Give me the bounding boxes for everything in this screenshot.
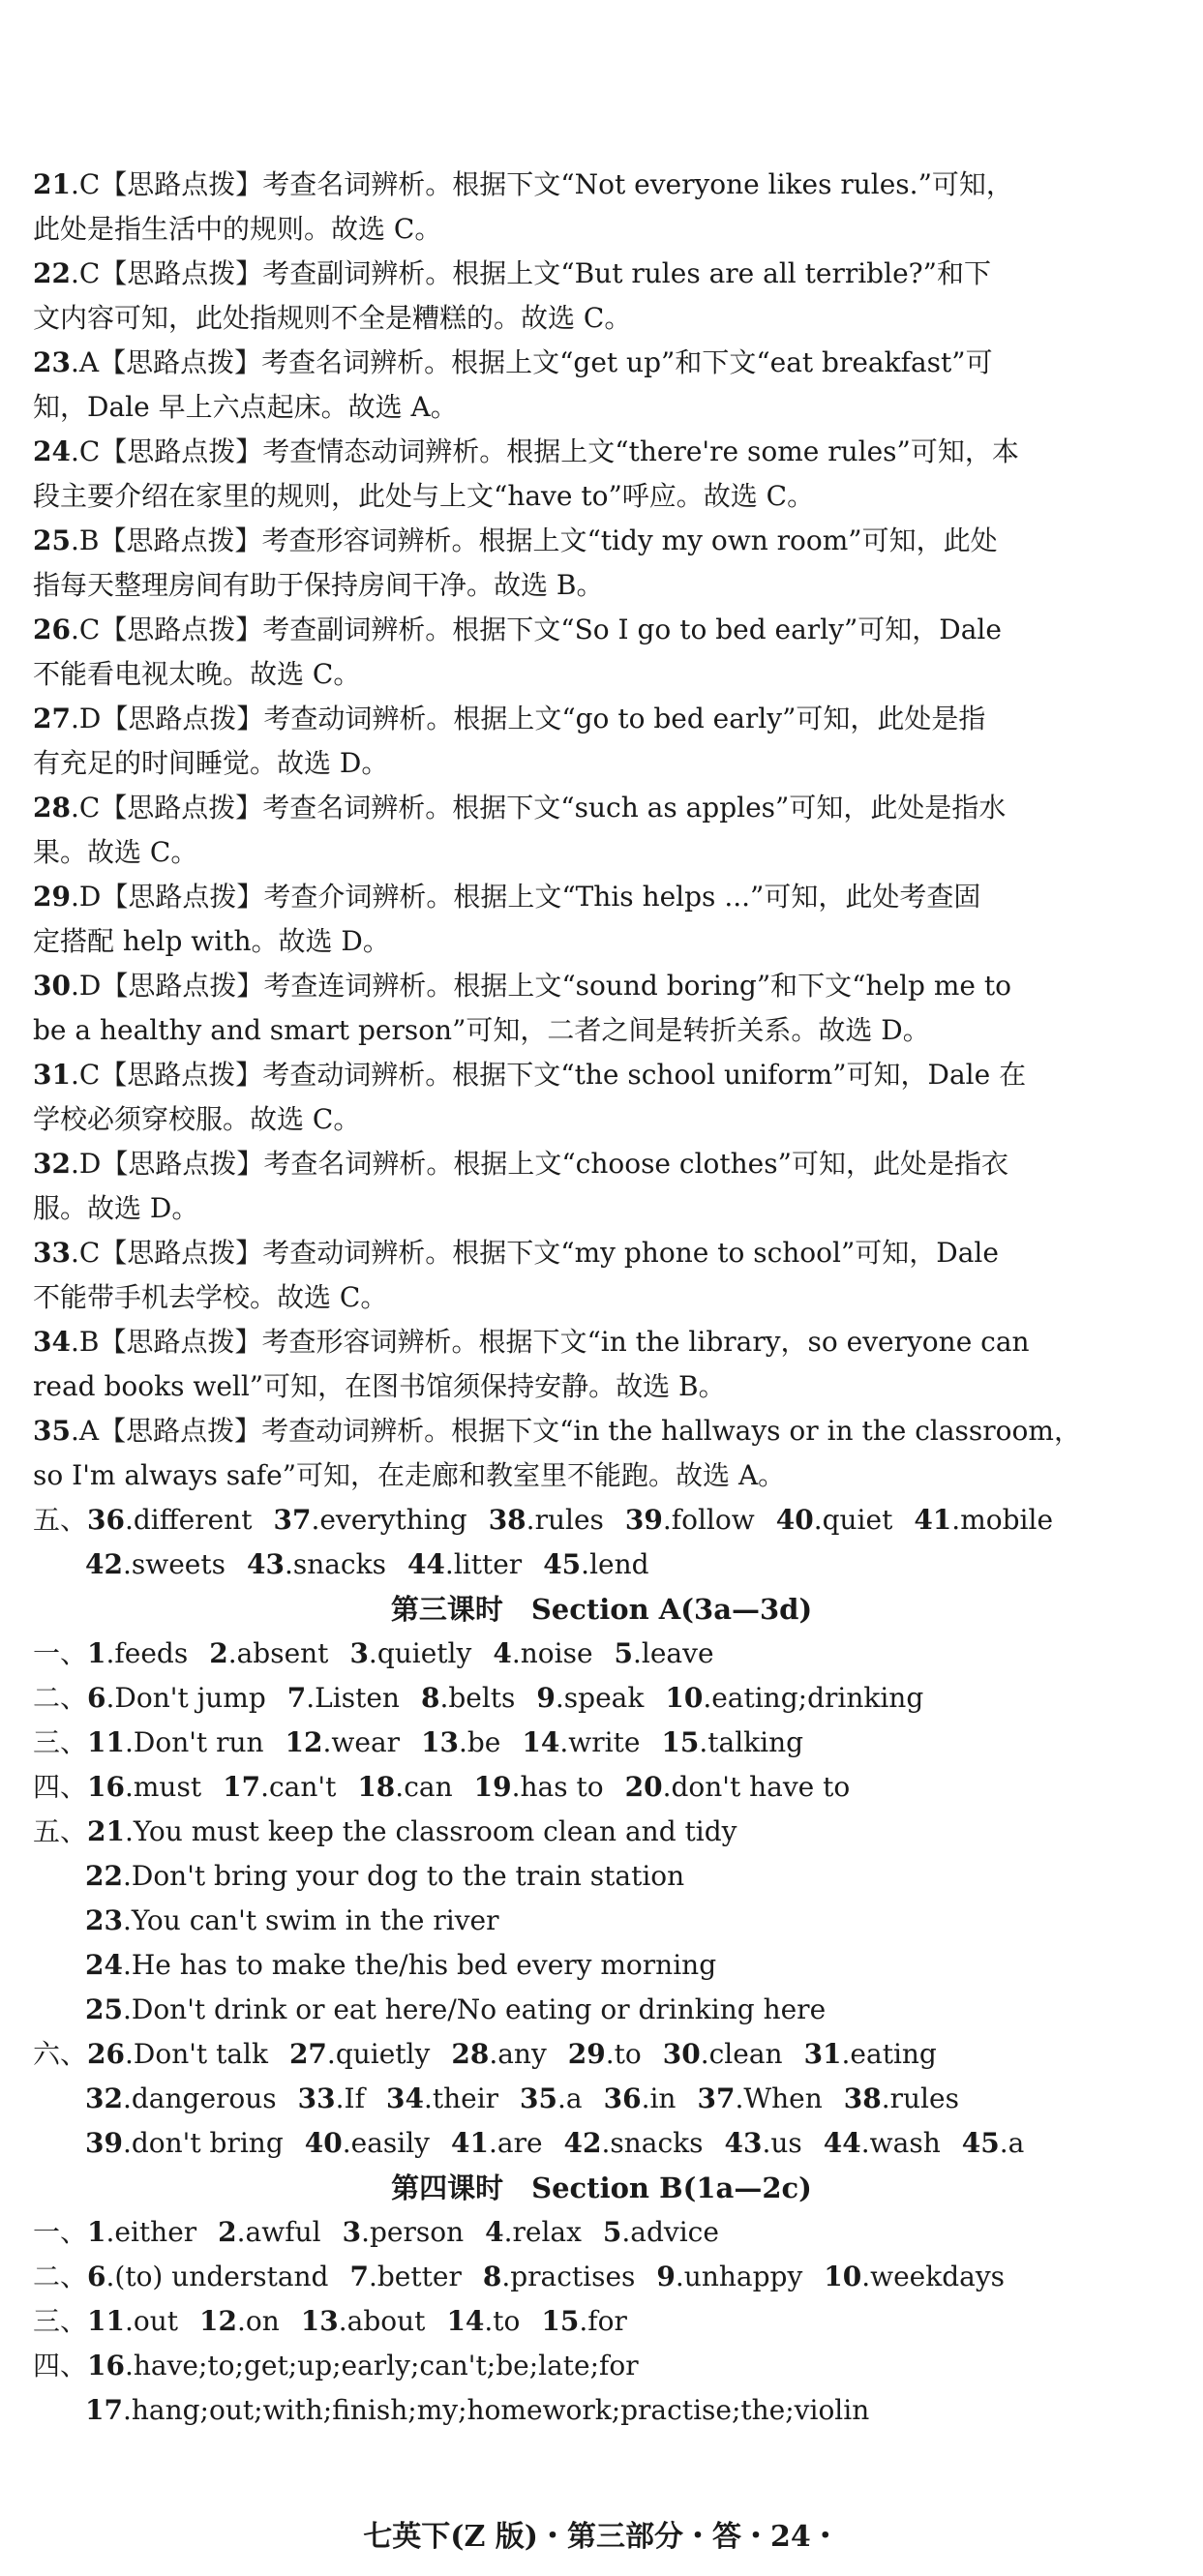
item-number: 42 — [85, 1548, 123, 1580]
answer-row — [33, 1721, 1203, 1765]
item-answer: .Don't bring your dog to the train station — [122, 1860, 685, 1892]
item-answer: .speak — [555, 1682, 645, 1714]
answer-item — [33, 1409, 1203, 1498]
answer-item — [33, 1320, 1203, 1409]
item-answer: .He has to make the/his bed every morning — [122, 1949, 717, 1981]
answer-line — [33, 964, 1203, 1008]
item-answer: .weekdays — [861, 2261, 1006, 2292]
item-number: 29 — [567, 2038, 606, 2070]
item-answer: .feeds — [105, 1637, 189, 1669]
item-number: 9 — [656, 2261, 676, 2292]
item-answer: .talking — [699, 1726, 804, 1758]
answer-row — [33, 1943, 1203, 1988]
item-number: 28 — [451, 2038, 490, 2070]
item-answer: .A【思路点拨】考查名词辨析。根据上文“get up”和下文“eat breakfast”可 — [70, 346, 993, 378]
answer-continuation: be a healthy and smart person”可知，二者之间是转折关系。故选 D。 — [33, 1014, 930, 1046]
item-answer: .unhappy — [675, 2261, 803, 2292]
item-answer: .eating — [841, 2038, 937, 2070]
item-number: 26 — [33, 614, 71, 645]
item-number: 6 — [87, 2261, 106, 2292]
item-answer: .B【思路点拨】考查形容词辨析。根据上文“tidy my own room”可知，此处 — [70, 524, 998, 556]
item-answer: .Don't jump — [105, 1682, 266, 1714]
item-answer: .C【思路点拨】考查动词辨析。根据下文“my phone to school”可知，Dale — [70, 1237, 999, 1269]
answer-item — [33, 163, 1203, 252]
answer-line — [33, 875, 1203, 919]
item-answer: .follow — [662, 1504, 755, 1536]
item-number: 44 — [406, 1548, 445, 1580]
answer-line — [33, 697, 1203, 741]
item-number: 12 — [199, 2305, 237, 2337]
item-number: 30 — [662, 2038, 701, 2070]
item-number: 41 — [451, 2127, 489, 2159]
answer-continuation: 指每天整理房间有助于保持房间干净。故选 B。 — [33, 569, 604, 601]
item-answer: .lend — [581, 1548, 649, 1580]
item-answer: .have;to;get;up;early;can't;be;late;for — [124, 2350, 639, 2381]
item-number: 43 — [246, 1548, 285, 1580]
item-answer: .everything — [311, 1504, 467, 1536]
item-number: 1 — [87, 2216, 106, 2248]
item-answer: .Don't talk — [124, 2038, 268, 2070]
item-number: 40 — [304, 2127, 343, 2159]
item-number: 6 — [87, 1682, 106, 1714]
answer-line — [33, 430, 1203, 474]
item-answer: .relax — [503, 2216, 582, 2248]
item-answer: .person — [361, 2216, 465, 2248]
answer-continuation: 知，Dale 早上六点起床。故选 A。 — [33, 391, 458, 423]
item-answer: .quiet — [813, 1504, 893, 1536]
item-number: 13 — [421, 1726, 459, 1758]
item-number: 11 — [87, 1726, 125, 1758]
answer-continuation: 学校必须穿校服。故选 C。 — [33, 1103, 361, 1135]
answer-line — [33, 252, 1203, 296]
item-number: 19 — [473, 1771, 512, 1803]
answer-line — [33, 786, 1203, 830]
answer-item — [33, 1142, 1203, 1231]
item-number: 36 — [603, 2082, 642, 2114]
item-number: 35 — [520, 2082, 558, 2114]
answer-row — [33, 1810, 1203, 1854]
item-number: 39 — [85, 2127, 123, 2159]
item-answer: .to — [484, 2305, 521, 2337]
answer-row — [33, 1765, 1203, 1810]
answer-item — [33, 1231, 1203, 1320]
section-label: 五、 — [33, 1504, 88, 1536]
item-answer: .noise — [511, 1637, 593, 1669]
item-number: 30 — [33, 970, 71, 1002]
item-answer: .snacks — [601, 2127, 704, 2159]
item-number: 3 — [349, 1637, 369, 1669]
item-answer: .leave — [633, 1637, 714, 1669]
item-answer: .C【思路点拨】考查副词辨析。根据上文“But rules are all terrible?”和下 — [70, 257, 991, 289]
item-answer: .C【思路点拨】考查情态动词辨析。根据上文“there're some rules”可知，本 — [70, 435, 1019, 467]
item-number: 5 — [602, 2216, 622, 2248]
answer-row — [33, 1854, 1203, 1899]
item-number: 36 — [87, 1504, 125, 1536]
item-answer: .can't — [260, 1771, 337, 1803]
item-number: 44 — [823, 2127, 861, 2159]
answer-continuation: 此处是指生活中的规则。故选 C。 — [33, 213, 442, 245]
item-number: 34 — [385, 2082, 424, 2114]
answer-continuation: 段主要介绍在家里的规则，此处与上文“have to”呼应。故选 C。 — [33, 480, 815, 512]
item-number: 35 — [33, 1415, 71, 1447]
section-label: 二、 — [33, 2261, 88, 2292]
item-number: 14 — [446, 2305, 485, 2337]
item-number: 22 — [85, 1860, 123, 1892]
item-number: 29 — [33, 881, 71, 913]
answer-row — [33, 1498, 1203, 1543]
answer-row — [33, 2255, 1203, 2299]
section-label: 二、 — [33, 1682, 88, 1714]
item-answer: .hang;out;with;finish;my;homework;practise;the;violin — [122, 2394, 870, 2426]
answer-row — [33, 2121, 1203, 2166]
answer-item — [33, 430, 1203, 519]
item-answer: .can — [395, 1771, 453, 1803]
item-number: 4 — [493, 1637, 512, 1669]
item-number: 23 — [85, 1904, 123, 1936]
answer-content — [0, 163, 1203, 2433]
item-answer: .eating;drinking — [703, 1682, 924, 1714]
section-label: 三、 — [33, 1726, 88, 1758]
item-number: 28 — [33, 792, 71, 824]
item-number: 7 — [286, 1682, 307, 1714]
item-number: 2 — [218, 2216, 237, 2248]
section-label: 一、 — [33, 1637, 88, 1669]
answer-row — [33, 1676, 1203, 1721]
item-number: 23 — [33, 346, 71, 378]
item-number: 37 — [697, 2082, 736, 2114]
item-number: 17 — [223, 1771, 261, 1803]
answer-item — [33, 341, 1203, 430]
page-footer: 七英下(Z 版)・第三部分・答・24・ — [363, 2520, 840, 2554]
item-answer: .D【思路点拨】考查介词辨析。根据上文“This helps ...”可知，此处考查固 — [70, 881, 981, 913]
item-number: 7 — [349, 2261, 369, 2292]
item-number: 3 — [342, 2216, 362, 2248]
item-number: 16 — [87, 1771, 125, 1803]
item-answer: .D【思路点拨】考查动词辨析。根据上文“go to bed early”可知，此处是指 — [70, 703, 986, 734]
item-number: 11 — [87, 2305, 125, 2337]
item-number: 45 — [543, 1548, 582, 1580]
item-number: 10 — [824, 2261, 862, 2292]
answer-continuation: 定搭配 help with。故选 D。 — [33, 925, 390, 957]
item-number: 33 — [297, 2082, 336, 2114]
item-answer: .quietly — [368, 1637, 472, 1669]
answer-continuation: 文内容可知，此处指规则不全是糟糕的。故选 C。 — [33, 302, 632, 334]
item-number: 15 — [541, 2305, 580, 2337]
item-answer: .has to — [511, 1771, 604, 1803]
answer-line — [33, 1320, 1203, 1364]
item-answer: .sweets — [122, 1548, 226, 1580]
item-answer: .belts — [439, 1682, 516, 1714]
item-answer: .mobile — [951, 1504, 1054, 1536]
item-number: 4 — [485, 2216, 504, 2248]
item-answer: .to — [605, 2038, 642, 2070]
item-number: 32 — [85, 2082, 123, 2114]
section-label: 六、 — [33, 2038, 88, 2070]
item-answer: .D【思路点拨】考查连词辨析。根据上文“sound boring”和下文“help me to — [70, 970, 1011, 1002]
item-number: 17 — [85, 2394, 123, 2426]
item-number: 16 — [87, 2350, 125, 2381]
item-answer: .B【思路点拨】考查形容词辨析。根据下文“in the library，so everyone can — [70, 1326, 1030, 1358]
section-label: 一、 — [33, 2216, 88, 2248]
answer-item — [33, 786, 1203, 875]
item-answer: .clean — [700, 2038, 783, 2070]
item-answer: .on — [237, 2305, 280, 2337]
item-answer: .A【思路点拨】考查动词辨析。根据下文“in the hallways or in the classroom， — [70, 1415, 1081, 1447]
item-answer: .snacks — [284, 1548, 386, 1580]
item-answer: .are — [488, 2127, 543, 2159]
item-number: 15 — [661, 1726, 700, 1758]
item-number: 9 — [536, 1682, 556, 1714]
item-answer: .practises — [501, 2261, 636, 2292]
section-label: 四、 — [33, 1771, 88, 1803]
item-answer: .awful — [236, 2216, 321, 2248]
item-answer: .don't bring — [122, 2127, 284, 2159]
item-answer: .You must keep the classroom clean and tidy — [124, 1815, 737, 1847]
item-answer: .us — [762, 2127, 802, 2159]
answer-continuation: 服。故选 D。 — [33, 1192, 199, 1224]
item-number: 25 — [85, 1993, 123, 2025]
item-answer: .better — [368, 2261, 462, 2292]
item-answer: .rules — [526, 1504, 604, 1536]
answer-row — [33, 1899, 1203, 1943]
item-number: 12 — [285, 1726, 323, 1758]
item-answer: .If — [335, 2082, 365, 2114]
item-answer: .Don't drink or eat here/No eating or drinking here — [122, 1993, 827, 2025]
item-answer: .wear — [322, 1726, 401, 1758]
item-number: 22 — [33, 257, 71, 289]
item-answer: .write — [559, 1726, 641, 1758]
answer-row — [33, 2299, 1203, 2344]
item-number: 5 — [614, 1637, 633, 1669]
answer-item — [33, 697, 1203, 786]
item-answer: .You can't swim in the river — [122, 1904, 499, 1936]
answer-row — [33, 1632, 1203, 1676]
answer-item — [33, 1053, 1203, 1142]
answer-row — [33, 2032, 1203, 2077]
answer-item — [33, 252, 1203, 341]
item-number: 27 — [288, 2038, 327, 2070]
item-answer: .about — [338, 2305, 426, 2337]
answer-line — [33, 608, 1203, 652]
item-number: 24 — [33, 435, 71, 467]
answer-line — [33, 163, 1203, 207]
item-number: 38 — [488, 1504, 526, 1536]
item-number: 21 — [33, 168, 71, 200]
item-answer: .dangerous — [122, 2082, 277, 2114]
answer-row — [33, 1988, 1203, 2032]
item-answer: .a — [557, 2082, 583, 2114]
item-number: 18 — [357, 1771, 396, 1803]
item-answer: .D【思路点拨】考查名词辨析。根据上文“choose clothes”可知，此处是指衣 — [70, 1148, 1008, 1180]
item-answer: .advice — [621, 2216, 719, 2248]
answer-continuation: read books well”可知，在图书馆须保持安静。故选 B。 — [33, 1370, 726, 1402]
item-answer: .any — [489, 2038, 547, 2070]
item-answer: .out — [124, 2305, 179, 2337]
item-number: 41 — [914, 1504, 952, 1536]
answer-continuation: so I'm always safe”可知，在走廊和教室里不能跑。故选 A。 — [33, 1459, 786, 1491]
item-number: 26 — [87, 2038, 125, 2070]
item-answer: .(to) understand — [105, 2261, 329, 2292]
answer-continuation: 有充足的时间睡觉。故选 D。 — [33, 747, 389, 779]
item-answer: .When — [735, 2082, 823, 2114]
item-answer: .either — [105, 2216, 197, 2248]
item-number: 8 — [420, 1682, 440, 1714]
item-number: 37 — [273, 1504, 312, 1536]
lesson-title: 第三课时 Section A(3a—3d) — [390, 1593, 813, 1626]
item-number: 10 — [665, 1682, 704, 1714]
item-number: 13 — [300, 2305, 339, 2337]
item-number: 39 — [624, 1504, 663, 1536]
item-number: 34 — [33, 1326, 71, 1358]
answer-row — [33, 2210, 1203, 2255]
item-answer: .a — [999, 2127, 1025, 2159]
section-label: 三、 — [33, 2305, 88, 2337]
lesson-title: 第四课时 Section B(1a—2c) — [391, 2172, 812, 2204]
item-number: 2 — [209, 1637, 228, 1669]
item-answer: .quietly — [326, 2038, 431, 2070]
answer-row — [33, 2344, 1203, 2388]
item-answer: .Listen — [306, 1682, 400, 1714]
item-answer: .C【思路点拨】考查名词辨析。根据下文“Not everyone likes rules.”可知， — [70, 168, 1013, 200]
item-answer: .C【思路点拨】考查动词辨析。根据下文“the school uniform”可知，Dale 在 — [70, 1059, 1027, 1091]
answer-line — [33, 519, 1203, 563]
item-answer: .easily — [342, 2127, 430, 2159]
answer-continuation: 果。故选 C。 — [33, 836, 198, 868]
item-answer: .litter — [444, 1548, 523, 1580]
item-number: 24 — [85, 1949, 123, 1981]
item-answer: .Don't run — [124, 1726, 264, 1758]
item-number: 43 — [724, 2127, 763, 2159]
item-answer: .wash — [860, 2127, 941, 2159]
item-number: 32 — [33, 1148, 71, 1180]
section-label: 四、 — [33, 2350, 88, 2381]
answer-row — [33, 2388, 1203, 2433]
answer-continuation: 不能带手机去学校。故选 C。 — [33, 1281, 388, 1313]
item-number: 14 — [522, 1726, 560, 1758]
item-number: 1 — [87, 1637, 106, 1669]
answer-row — [33, 2077, 1203, 2121]
answer-item — [33, 519, 1203, 608]
answer-row — [33, 1543, 1203, 1587]
item-number: 21 — [87, 1815, 125, 1847]
item-number: 42 — [563, 2127, 602, 2159]
answer-line — [33, 1053, 1203, 1097]
item-answer: .C【思路点拨】考查名词辨析。根据下文“such as apples”可知，此处是指水 — [70, 792, 1007, 824]
section-label: 五、 — [33, 1815, 88, 1847]
item-number: 8 — [482, 2261, 502, 2292]
item-number: 33 — [33, 1237, 71, 1269]
item-answer: .rules — [881, 2082, 959, 2114]
item-answer: .absent — [227, 1637, 329, 1669]
answer-line — [33, 1142, 1203, 1186]
answer-item — [33, 964, 1203, 1053]
item-answer: .their — [423, 2082, 499, 2114]
answer-item — [33, 875, 1203, 964]
item-number: 40 — [775, 1504, 814, 1536]
item-number: 20 — [624, 1771, 663, 1803]
answer-line — [33, 1231, 1203, 1275]
item-number: 45 — [961, 2127, 1000, 2159]
item-answer: .must — [124, 1771, 202, 1803]
item-answer: .C【思路点拨】考查副词辨析。根据下文“So I go to bed early”可知，Dale — [70, 614, 1002, 645]
answer-line — [33, 1409, 1203, 1453]
answer-item — [33, 608, 1203, 697]
answer-continuation: 不能看电视太晚。故选 C。 — [33, 658, 361, 690]
item-number: 31 — [803, 2038, 842, 2070]
item-number: 25 — [33, 524, 71, 556]
item-answer: .different — [124, 1504, 253, 1536]
item-answer: .don't have to — [662, 1771, 851, 1803]
item-number: 31 — [33, 1059, 71, 1091]
item-answer: .be — [458, 1726, 501, 1758]
item-answer: .in — [641, 2082, 677, 2114]
item-number: 27 — [33, 703, 71, 734]
item-number: 38 — [843, 2082, 882, 2114]
item-answer: .for — [579, 2305, 627, 2337]
answer-line — [33, 341, 1203, 385]
